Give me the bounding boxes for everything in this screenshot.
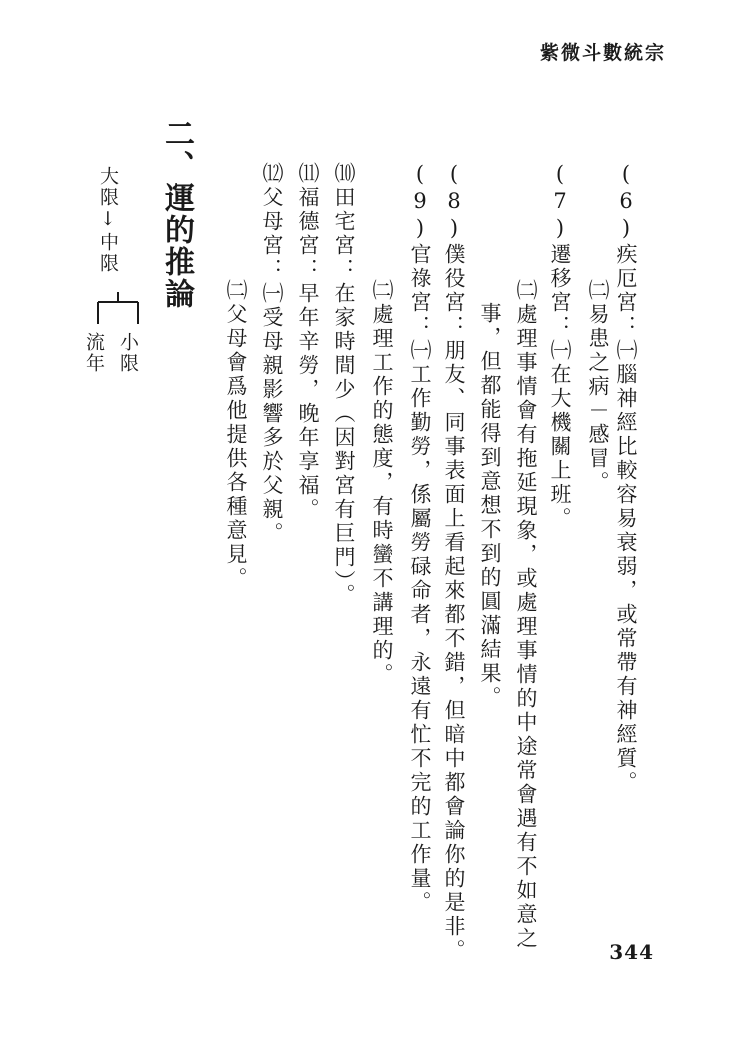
text-column-4: ㈡處理事情會有拖延現象，或處理事情的中途常會遇有不如意之 — [514, 279, 538, 951]
diagram-branch-2: 流年 — [83, 332, 105, 374]
text-column-6: (8)僕役宮：朋友、同事表面上看起來都不錯，但暗中都會論你的是非。 — [442, 162, 466, 963]
text-column-8: ㈡處理工作的態度，有時蠻不講理的。 — [370, 279, 394, 687]
text-column-9: ⑽田宅宮：在家時間少（因對宮有巨門）。 — [332, 162, 356, 608]
text-column-2: ㈡易患之病－感冒。 — [586, 279, 610, 495]
text-column-3: (7)遷移宮：㈠在大機關上班。 — [548, 162, 572, 531]
diagram-main-label: 大限↓中限 — [97, 166, 119, 274]
text-column-1: (6)疾厄宮：㈠腦神經比較容易衰弱，或常帶有神經質。 — [614, 162, 638, 795]
text-column-12: ㈡父母會爲他提供各種意見。 — [224, 279, 248, 591]
page-number: 344 — [609, 940, 654, 964]
text-column-7: (9)官祿宮：㈠工作勤勞，係屬勞碌命者，永遠有忙不完的工作量。 — [408, 162, 432, 915]
text-column-11: ⑿父母宮：㈠受母親影響多於父親。 — [260, 162, 284, 546]
section-title: 二、運的推論 — [159, 118, 194, 310]
diagram-bracket — [90, 292, 150, 332]
text-column-5: 事，但都能得到意想不到的圓滿結果。 — [478, 302, 502, 710]
diagram-branch-1: 小限 — [117, 332, 139, 374]
running-header: 紫微斗數統宗 — [539, 42, 666, 64]
text-column-10: ⑾福德宮：早年辛勞，晚年享福。 — [296, 162, 320, 522]
